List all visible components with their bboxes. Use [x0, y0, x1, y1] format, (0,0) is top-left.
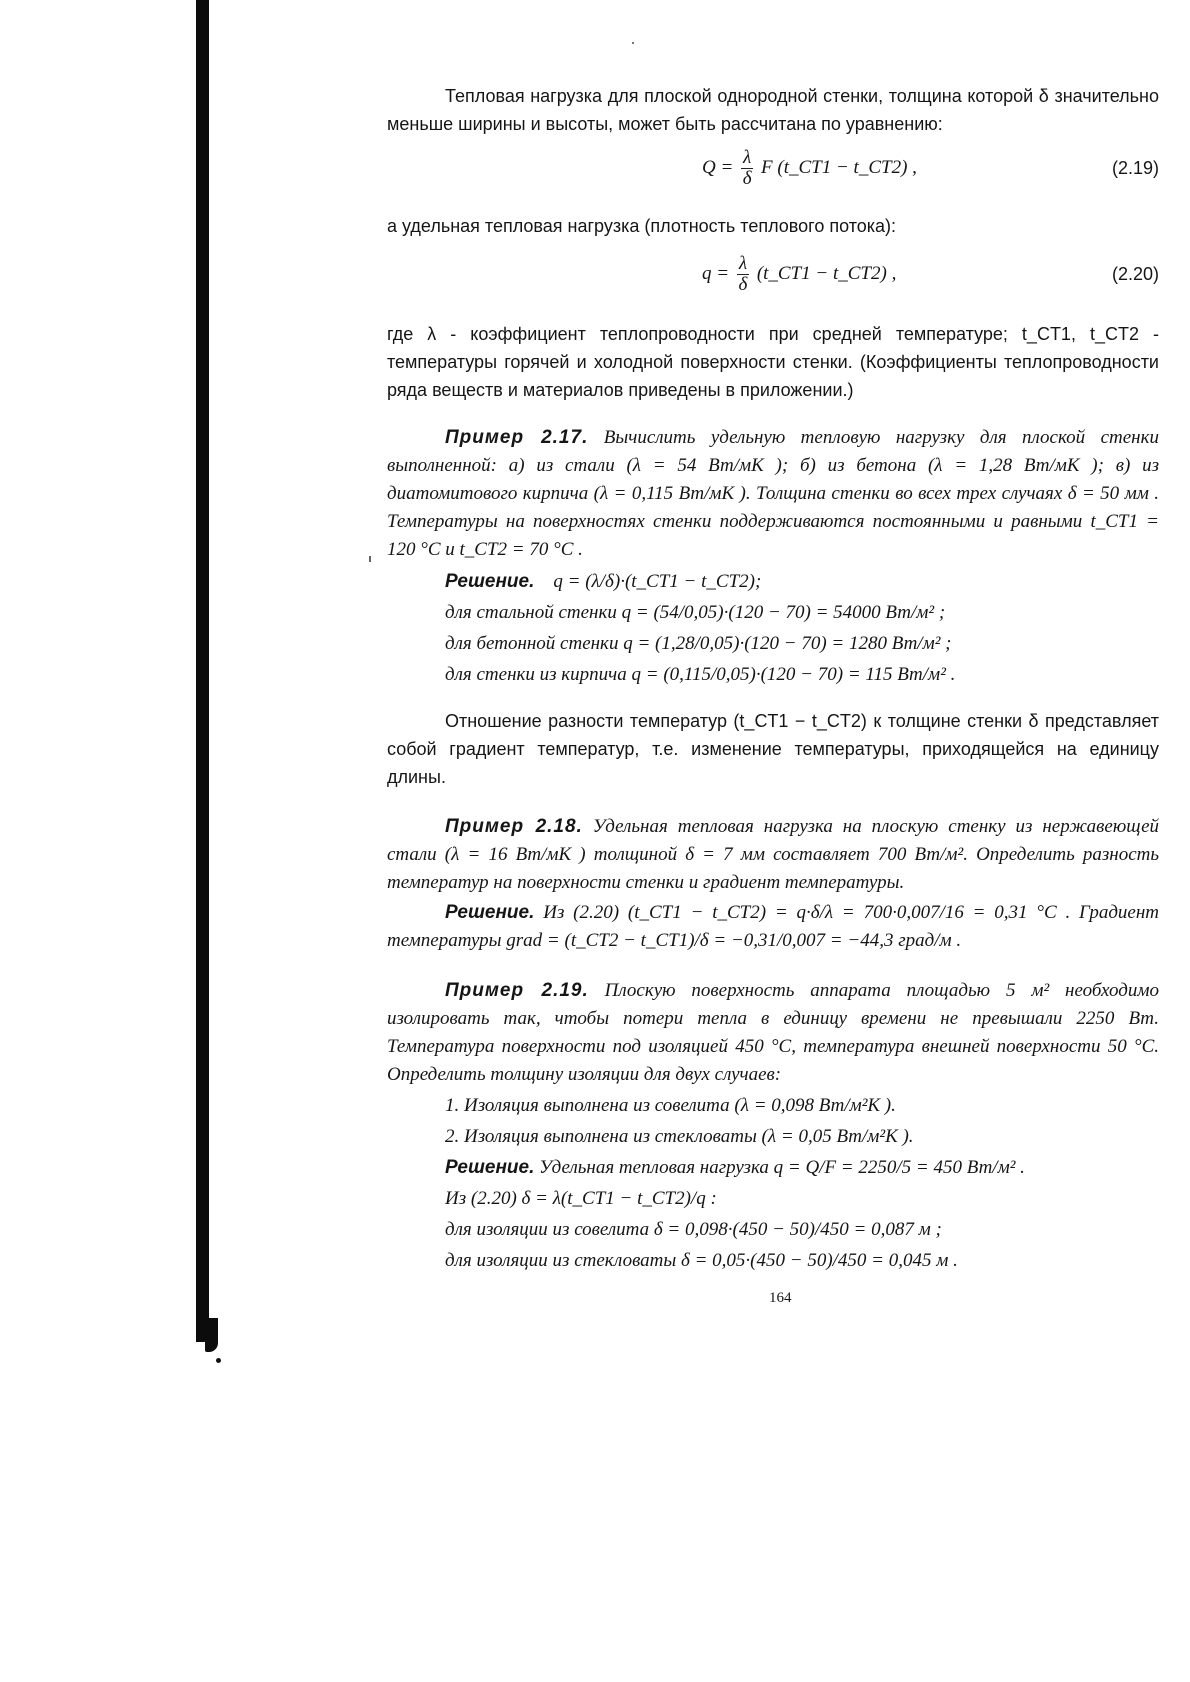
- solution-2-18: [387, 899, 1159, 955]
- solution-label: Решение.: [445, 902, 535, 923]
- equation-2-20: [387, 250, 1159, 312]
- solution-line: для стенки из кирпича q = (0,115/0,05)·(120 − 70) = 115 Вт/м² .: [445, 664, 956, 685]
- solution-line: Из (2.20) δ = λ(t_CT1 − t_CT2)/q :: [445, 1188, 717, 1209]
- equation-2-20-body: [702, 254, 896, 295]
- solution-formula: q = (λ/δ)·(t_CT1 − t_CT2);: [553, 571, 762, 592]
- equation-2-19: [387, 144, 1159, 206]
- page-number: 164: [769, 1290, 792, 1306]
- example-text: Плоскую поверхность аппарата площадью 5 м² необходимо изолировать так, чтобы потери тепла в единицу времени не превышали 2250 Вт. Температура поверхности под изоляцией 450 °C, температура внешней поверхности 50 °C. Определить толщину изоляции для двух случаев:: [387, 980, 1159, 1085]
- fraction-numerator: λ: [743, 147, 752, 168]
- eq-rhs: (t_CT1 − t_CT2) ,: [756, 262, 897, 284]
- intro-paragraph: Тепловая нагрузка для плоской однородной стенки, толщина которой δ значительно меньше ширины и высоты, может быть рассчитана по уравнению:: [387, 86, 1159, 134]
- scan-page-edge-tip: [205, 1318, 218, 1352]
- fraction-numerator: λ: [738, 253, 748, 274]
- fraction: [741, 148, 753, 189]
- solution-line: для изоляции из совелита δ = 0,098·(450 − 50)/450 = 0,087 м ;: [445, 1219, 942, 1240]
- scan-page-edge: [196, 0, 209, 1342]
- example-2-19: [387, 977, 1159, 1089]
- example-text: Удельная тепловая нагрузка на плоскую стенку из нержавеющей стали (λ = 16 Вт/мК ) толщиной δ = 7 мм составляет 700 Вт/м². Определить разность температур на поверхности стенки и градиент температуры.: [387, 816, 1159, 893]
- eq-lhs: Q =: [702, 156, 734, 178]
- equation-2-19-body: [702, 148, 917, 189]
- solution-label: Решение.: [445, 571, 535, 592]
- equation-number: (2.20): [1111, 264, 1159, 284]
- solution-line: для изоляции из стекловаты δ = 0,05·(450 − 50)/450 = 0,045 м .: [445, 1250, 958, 1271]
- solution-text: Удельная тепловая нагрузка q = Q/F = 2250/5 = 450 Вт/м² .: [539, 1157, 1025, 1178]
- example-text: Вычислить удельную тепловую нагрузку для плоской стенки выполненной: а) из стали (λ = 54 Вт/мК ); б) из бетона (λ = 1,28 Вт/мК ); в) из диатомитового кирпича (λ = 0,115 Вт/мК ). Толщина стенки во всех трех случаях δ = 50 мм . Температуры на поверхностях стенки поддерживаются постоянными и равными t_CT1 = 120 °C и t_CT2 = 70 °C .: [387, 427, 1159, 560]
- eq-rhs: F (t_CT1 − t_CT2) ,: [761, 156, 917, 178]
- example-label: Пример 2.18.: [445, 816, 583, 837]
- specific-load-text: а удельная тепловая нагрузка (плотность теплового потока):: [387, 216, 897, 236]
- solution-text: Из (2.20) (t_CT1 − t_CT2) = q·δ/λ = 700·0,007/16 = 0,31 °C . Градиент температуры grad = (t_CT2 − t_CT1)/δ = −0,31/0,007 = −44,3 град/м .: [387, 902, 1160, 951]
- solution-line: для стальной стенки q = (54/0,05)·(120 − 70) = 54000 Вт/м² ;: [445, 602, 946, 623]
- gradient-paragraph: Отношение разности температур (t_CT1 − t_CT2) к толщине стенки δ представляет собой градиент температур, т.е. изменение температуры, приходящейся на единицу длины.: [387, 711, 1159, 787]
- solution-label: Решение.: [445, 1157, 535, 1178]
- scan-speck: [216, 1358, 221, 1363]
- page-content: [387, 82, 1159, 1275]
- eq-lhs: q =: [702, 262, 730, 284]
- solution-2-17: [387, 568, 1159, 596]
- equation-number: (2.19): [1111, 158, 1159, 178]
- solution-line: для бетонной стенки q = (1,28/0,05)·(120 − 70) = 1280 Вт/м² ;: [445, 633, 952, 654]
- fraction-denominator: δ: [742, 168, 752, 189]
- case-item: 1. Изоляция выполнена из совелита (λ = 0,098 Вт/м²К ).: [445, 1095, 896, 1116]
- example-label: Пример 2.17.: [445, 427, 589, 448]
- fraction: [737, 254, 749, 295]
- scan-speck-top: [632, 42, 634, 44]
- example-2-18: [387, 813, 1159, 897]
- where-paragraph: где λ - коэффициент теплопроводности при средней температуре; t_CT1, t_CT2 - температуры горячей и холодной поверхности стенки. (Коэффициенты теплопроводности ряда веществ и материалов приведены в приложении.): [387, 324, 1159, 400]
- margin-tick: [369, 556, 371, 562]
- solution-2-19: [387, 1154, 1159, 1182]
- case-item: 2. Изоляция выполнена из стекловаты (λ = 0,05 Вт/м²К ).: [445, 1126, 914, 1147]
- example-2-17: [387, 424, 1159, 564]
- example-label: Пример 2.19.: [445, 980, 589, 1001]
- fraction-denominator: δ: [738, 274, 748, 295]
